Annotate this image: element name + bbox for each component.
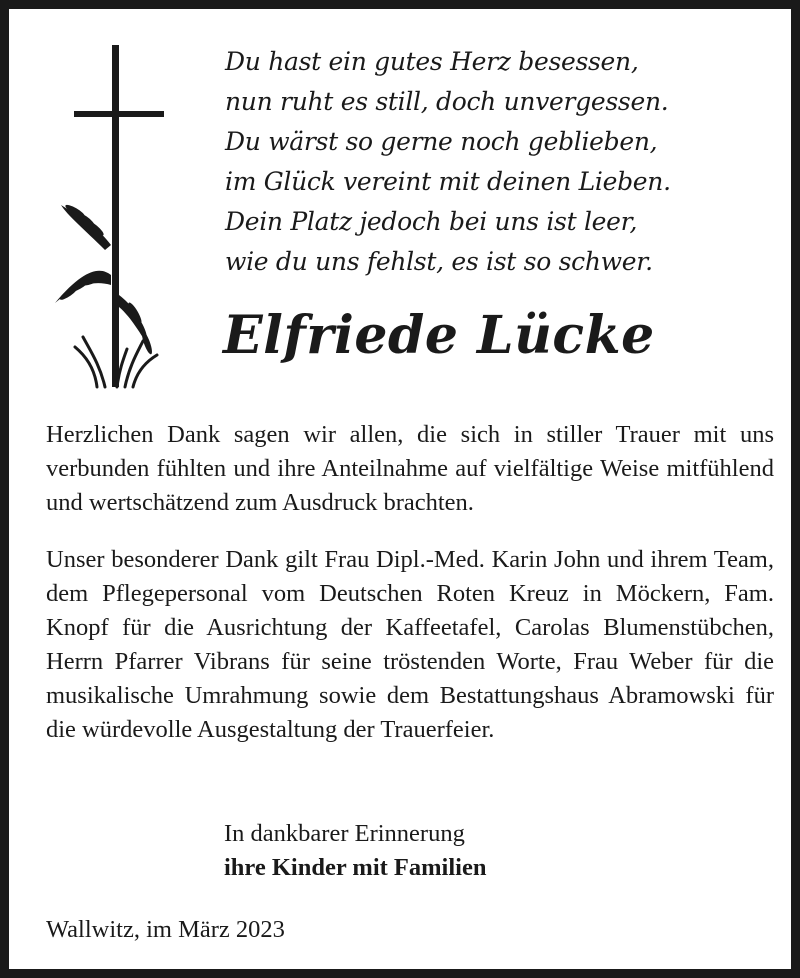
special-thanks-paragraph: Unser besonderer Dank gilt Frau Dipl.-Med. Karin John und ihrem Team, dem Pflegepersonal vom Deutschen Roten Kreuz in Möckern, Fam. Knopf für die Ausrichtung der Kaffeetafel, Carolas Blumenstübchen, Herrn Pfarrer Vibrans für seine tröstenden Worte, Frau Weber für die musikalische Umrahmung sowie dem Bestattungshaus Abramowski für die würdevolle Ausgestaltung der Trauerfeier. (46, 546, 774, 743)
poem-line: Du hast ein gutes Herz besessen, (225, 47, 639, 76)
poem-line: im Glück vereint mit deinen Lieben. (225, 167, 671, 196)
cross-with-wheat-icon (45, 45, 175, 390)
poem-line: Du wärst so gerne noch geblieben, (225, 127, 658, 156)
memorial-poem (225, 42, 785, 282)
family-signature: ihre Kinder mit Familien (224, 854, 487, 881)
deceased-name: Elfriede Lücke (223, 305, 655, 366)
closing-line: In dankbarer Erinnerung (224, 820, 465, 847)
signature-block (224, 817, 784, 885)
place-date: Wallwitz, im März 2023 (46, 916, 285, 943)
poem-line: nun ruht es still, doch unvergessen. (225, 87, 669, 116)
poem-line: wie du uns fehlst, es ist so schwer. (225, 247, 653, 276)
poem-line: Dein Platz jedoch bei uns ist leer, (225, 207, 638, 236)
thanks-paragraph: Herzlichen Dank sagen wir allen, die sich in stiller Trauer mit uns verbunden fühlten und ihre Anteilnahme auf vielfältige Weise mitfühlend und wertschätzend zum Ausdruck brachten. (46, 421, 774, 516)
